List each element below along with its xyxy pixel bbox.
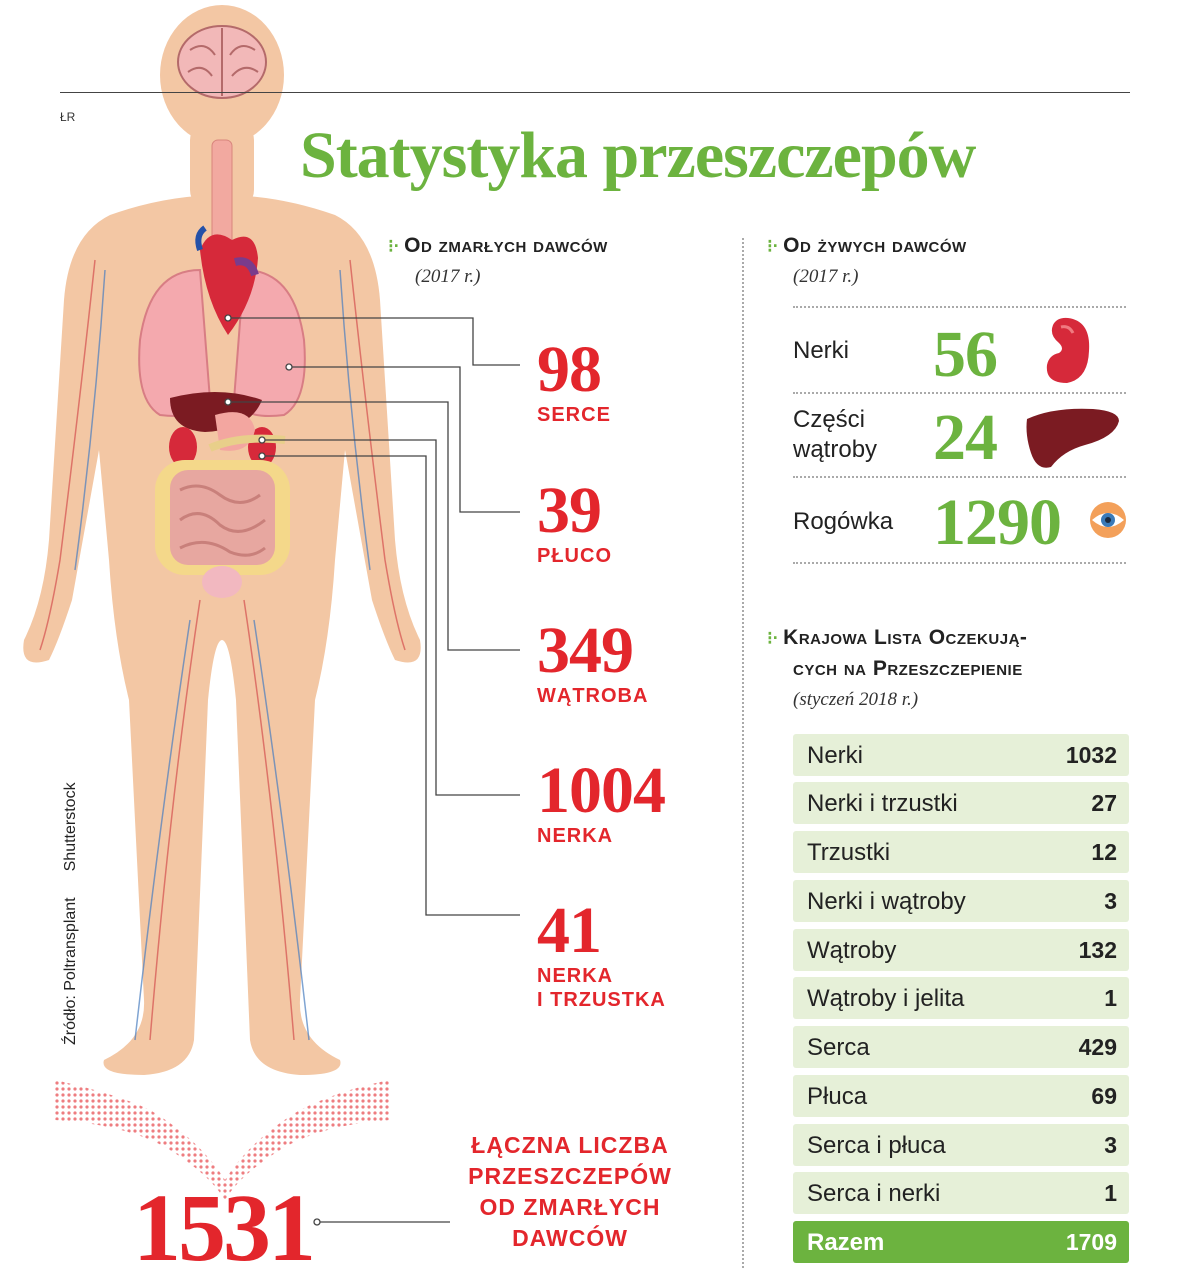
row-value: 132 [1078, 937, 1117, 963]
row-name: Serca i płuca [807, 1132, 946, 1159]
living-label: Części [793, 406, 866, 433]
deceased-label: NERKA [537, 965, 614, 987]
row-value: 3 [1104, 1132, 1117, 1158]
row-value: 69 [1091, 1083, 1117, 1109]
photo-credit: Shutterstock [62, 782, 79, 872]
liver-icon [1023, 405, 1123, 473]
intestines-organ [155, 460, 290, 575]
living-value: 56 [933, 318, 997, 391]
divider [793, 476, 1126, 478]
waiting-list-row [793, 929, 1129, 971]
total-name: Razem [807, 1229, 885, 1256]
row-name: Wątroby i jelita [807, 985, 965, 1012]
waiting-list-row [793, 977, 1129, 1019]
waiting-list-total-row [793, 1221, 1129, 1263]
row-value: 27 [1091, 790, 1117, 816]
source-credit [62, 756, 80, 1045]
total-label-line: ŁĄCZNA LICZBA [471, 1132, 669, 1158]
page-title: Statystyka przeszczepów [300, 119, 976, 192]
total-value: 1709 [1065, 1229, 1117, 1255]
row-value: 1 [1104, 1180, 1117, 1206]
waiting-list-row [793, 1172, 1129, 1214]
deceased-label: SERCE [537, 404, 611, 426]
top-rule [60, 92, 1130, 93]
total-label-line: DAWCÓW [512, 1225, 628, 1251]
bladder-organ [202, 566, 242, 598]
living-label: Rogówka [793, 508, 894, 535]
waiting-list-header [767, 626, 1027, 650]
deceased-label: PŁUCO [537, 545, 612, 567]
bullet-dots-icon: ⁝· [767, 628, 779, 648]
living-label: Nerki [793, 337, 850, 364]
deceased-value: 1004 [537, 754, 665, 827]
row-value: 1032 [1065, 742, 1117, 768]
row-value: 1 [1104, 985, 1117, 1011]
total-label-line: OD ZMARŁYCH [479, 1194, 661, 1220]
row-name: Wątroby [807, 937, 897, 964]
waiting-list-row [793, 734, 1129, 776]
deceased-item-liver [537, 614, 649, 708]
divider [793, 562, 1126, 564]
deceased-label-2: I TRZUSTKA [537, 989, 666, 1011]
deceased-value: 39 [537, 474, 601, 547]
living-label-2: wątroby [793, 436, 878, 463]
waiting-list-row [793, 1124, 1129, 1166]
row-value: 429 [1078, 1034, 1117, 1060]
row-value: 3 [1104, 888, 1117, 914]
eye-icon [1088, 500, 1128, 540]
row-name: Nerki i trzustki [807, 790, 958, 817]
trachea [212, 140, 232, 250]
waiting-list-heading: Krajowa Lista Oczekują- [783, 626, 1028, 649]
waiting-list-row [793, 782, 1129, 824]
bullet-dots-icon: ⁝· [767, 236, 779, 256]
author-initials: ŁR [60, 110, 76, 124]
deceased-subheading: (2017 r.) [415, 266, 481, 287]
row-name: Płuca [807, 1083, 868, 1110]
deceased-item-kidney [537, 754, 665, 848]
deceased-value: 98 [537, 333, 601, 406]
row-value: 12 [1091, 839, 1117, 865]
waiting-list-row [793, 831, 1129, 873]
deceased-value: 41 [537, 894, 601, 967]
divider [793, 392, 1126, 394]
deceased-section-header [388, 234, 608, 258]
living-value: 1290 [933, 486, 1061, 559]
divider [793, 306, 1126, 308]
row-name: Nerki i wątroby [807, 888, 966, 915]
deceased-label: WĄTROBA [537, 685, 649, 707]
row-name: Trzustki [807, 839, 891, 866]
deceased-item-heart [537, 333, 611, 427]
total-label [445, 1130, 695, 1254]
deceased-label: NERKA [537, 825, 614, 847]
deceased-heading: Od zmarłych dawców [404, 234, 608, 257]
living-value: 24 [933, 401, 997, 474]
waiting-list-heading-2: cych na Przeszczepienie [793, 657, 1023, 680]
source-text: Źródło: Poltransplant [62, 897, 79, 1045]
waiting-list-row [793, 1026, 1129, 1068]
kidney-icon [1043, 315, 1093, 387]
living-subheading: (2017 r.) [793, 266, 859, 287]
living-heading: Od żywych dawców [783, 234, 967, 257]
total-label-line: PRZESZCZEPÓW [468, 1163, 672, 1189]
waiting-list-subheading: (styczeń 2018 r.) [793, 689, 919, 710]
total-value: 1531 [133, 1174, 313, 1281]
waiting-list-row [793, 880, 1129, 922]
deceased-item-lung [537, 474, 612, 568]
deceased-item-kidney-pancreas [537, 894, 666, 1012]
living-section-header [767, 234, 967, 258]
row-name: Serca [807, 1034, 870, 1061]
column-separator [742, 238, 744, 1268]
bullet-dots-icon: ⁝· [388, 236, 400, 256]
brain-icon [178, 26, 266, 98]
row-name: Serca i nerki [807, 1180, 941, 1207]
row-name: Nerki [807, 742, 864, 769]
deceased-value: 349 [537, 614, 633, 687]
waiting-list-row [793, 1075, 1129, 1117]
